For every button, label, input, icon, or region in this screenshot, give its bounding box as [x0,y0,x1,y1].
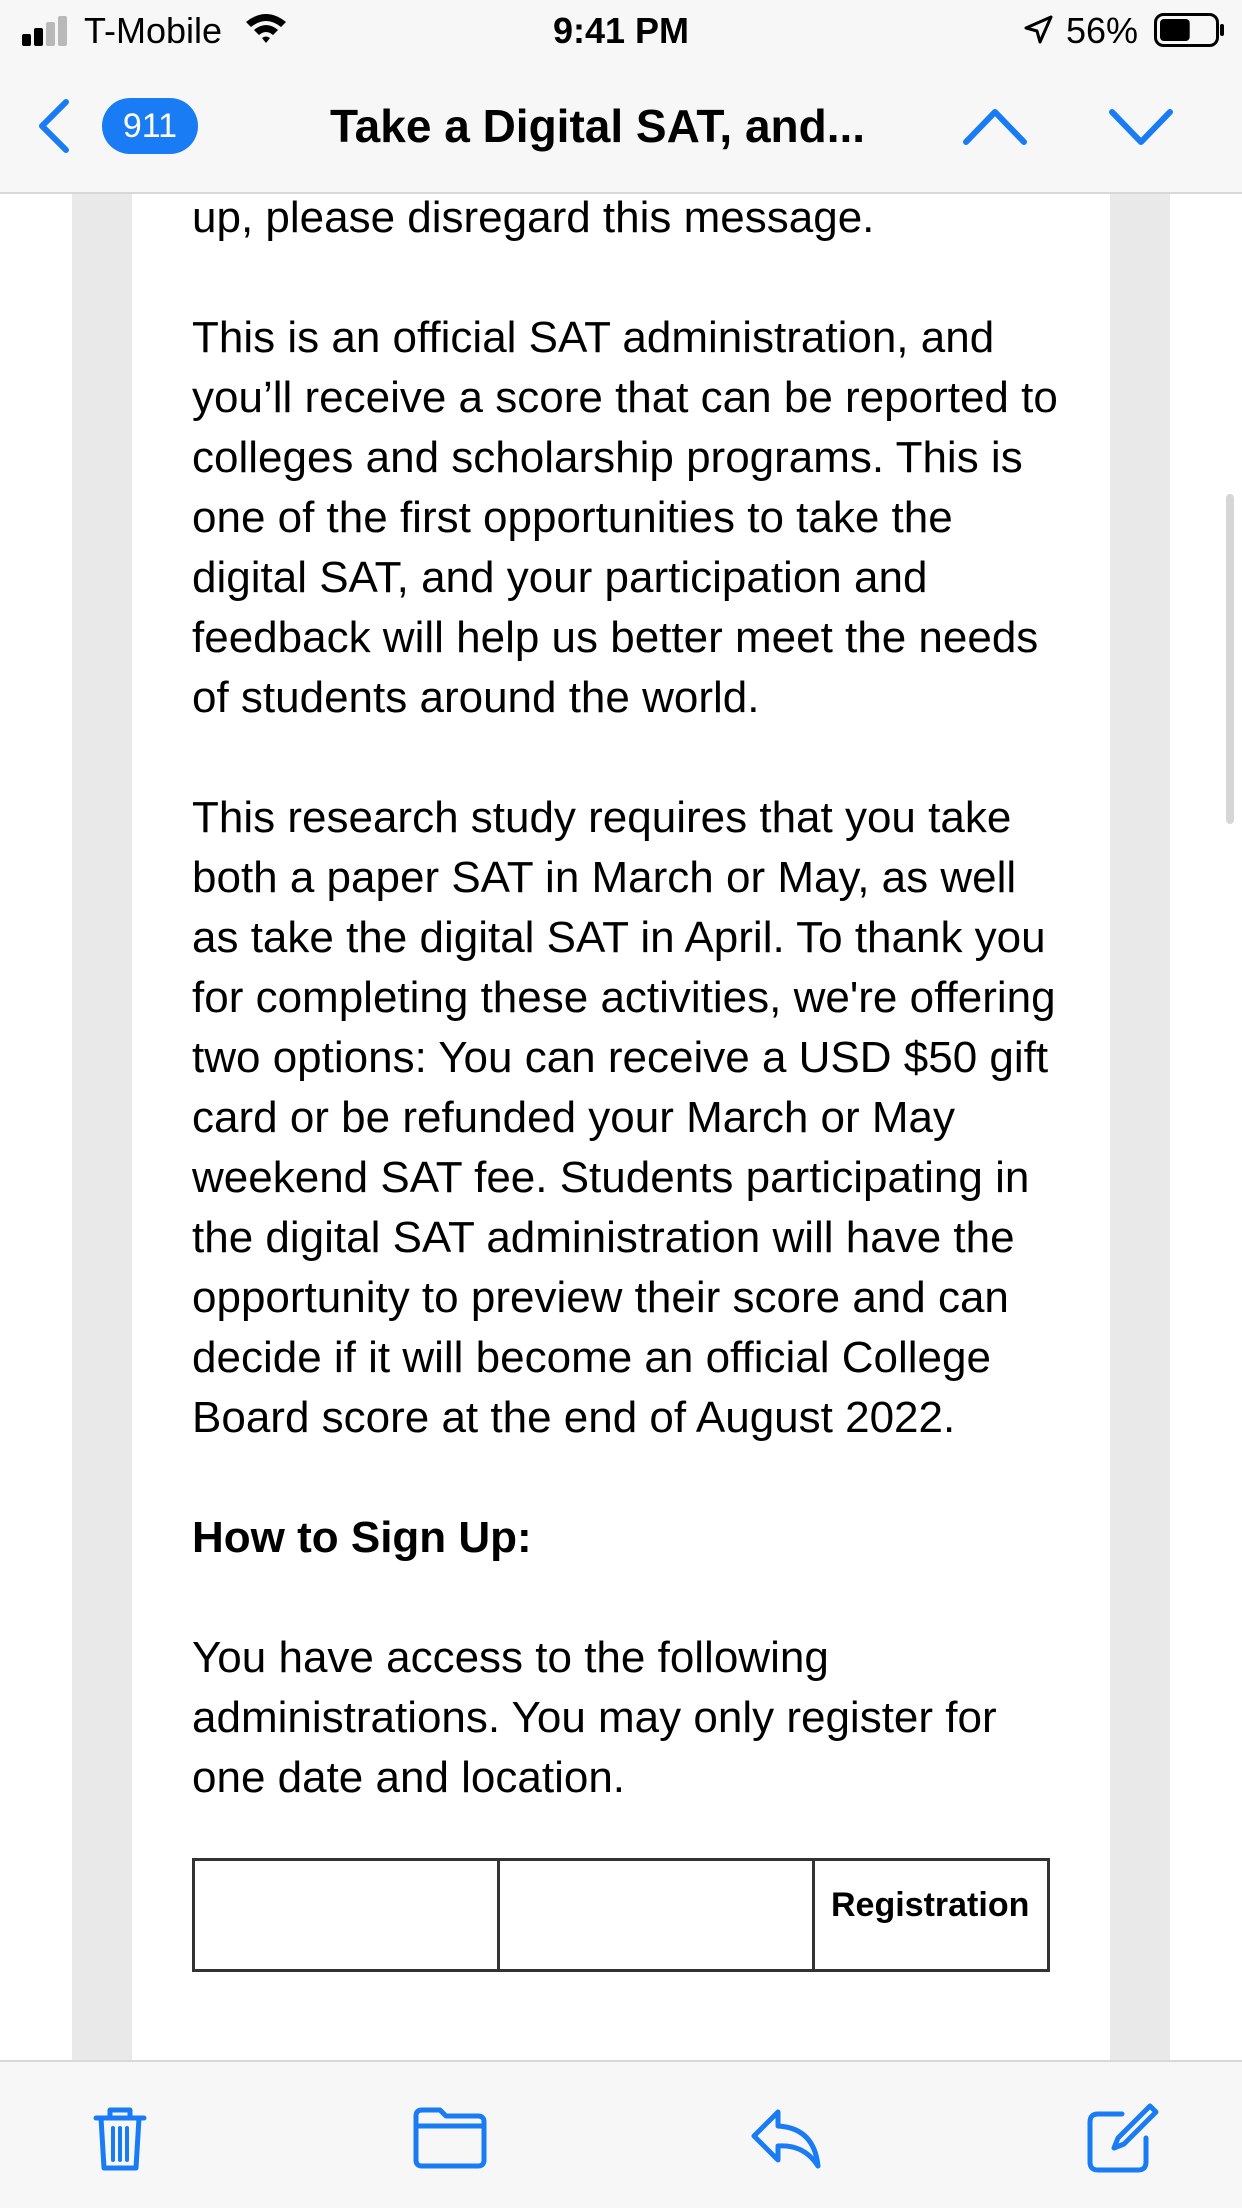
email-subject-title: Take a Digital SAT, and... [330,100,866,152]
table-header-cell [194,1860,499,1971]
table-header-row [194,1860,1049,1971]
email-content-scroll-area[interactable] [0,194,1242,2060]
status-bar [0,0,1242,62]
trash-icon[interactable] [82,2102,158,2174]
email-frame-right-border [1110,194,1170,2060]
clock: 9:41 PM [552,10,690,51]
back-unread-count-badge[interactable]: 911 [102,98,198,154]
carrier-name: T-Mobile [84,10,223,51]
battery-percentage: 56% [1066,10,1139,51]
navigation-bar [0,62,1242,194]
folder-icon[interactable] [412,2102,488,2174]
email-paragraph: You have access to the following administrations. You may only register for one date and location. [192,1633,997,1802]
email-body [192,194,1072,1972]
reply-icon[interactable] [748,2102,824,2174]
email-paragraph: This is an official SAT administration, and you’ll receive a score that can be reported to colleges and scholarship programs. This is one of the first opportunities to take the digital SAT, and your participation and feedback will help us better meet the needs of students around the world. [192,313,1058,722]
email-frame-left-border [72,194,132,2060]
compose-icon[interactable] [1084,2102,1160,2174]
section-heading-sign-up: How to Sign Up: [192,1513,532,1562]
next-message-chevron-down-icon[interactable] [1106,102,1176,152]
location-arrow-icon [1022,14,1054,46]
table-header-cell-registration: Registration [814,1860,1049,1971]
email-paragraph: up, please disregard this message. [192,194,875,242]
previous-message-chevron-up-icon[interactable] [960,102,1030,152]
email-paragraph: This research study requires that you take both a paper SAT in March or May, as well as take the digital SAT in April. To thank you for completing these activities, we're offering two options: You can receive a USD $50 gift card or be refunded your March or May weekend SAT fee. Students participating in the digital SAT administration will have the opportunity to preview their score and can decide if it will become an official College Board score at the end of August 2022. [192,793,1056,1442]
bottom-toolbar [0,2060,1242,2208]
back-chevron-icon[interactable] [34,96,74,156]
table-header-cell [499,1860,814,1971]
battery-icon [1154,13,1226,47]
administrations-table [192,1858,1050,1972]
scroll-indicator [1226,494,1234,824]
